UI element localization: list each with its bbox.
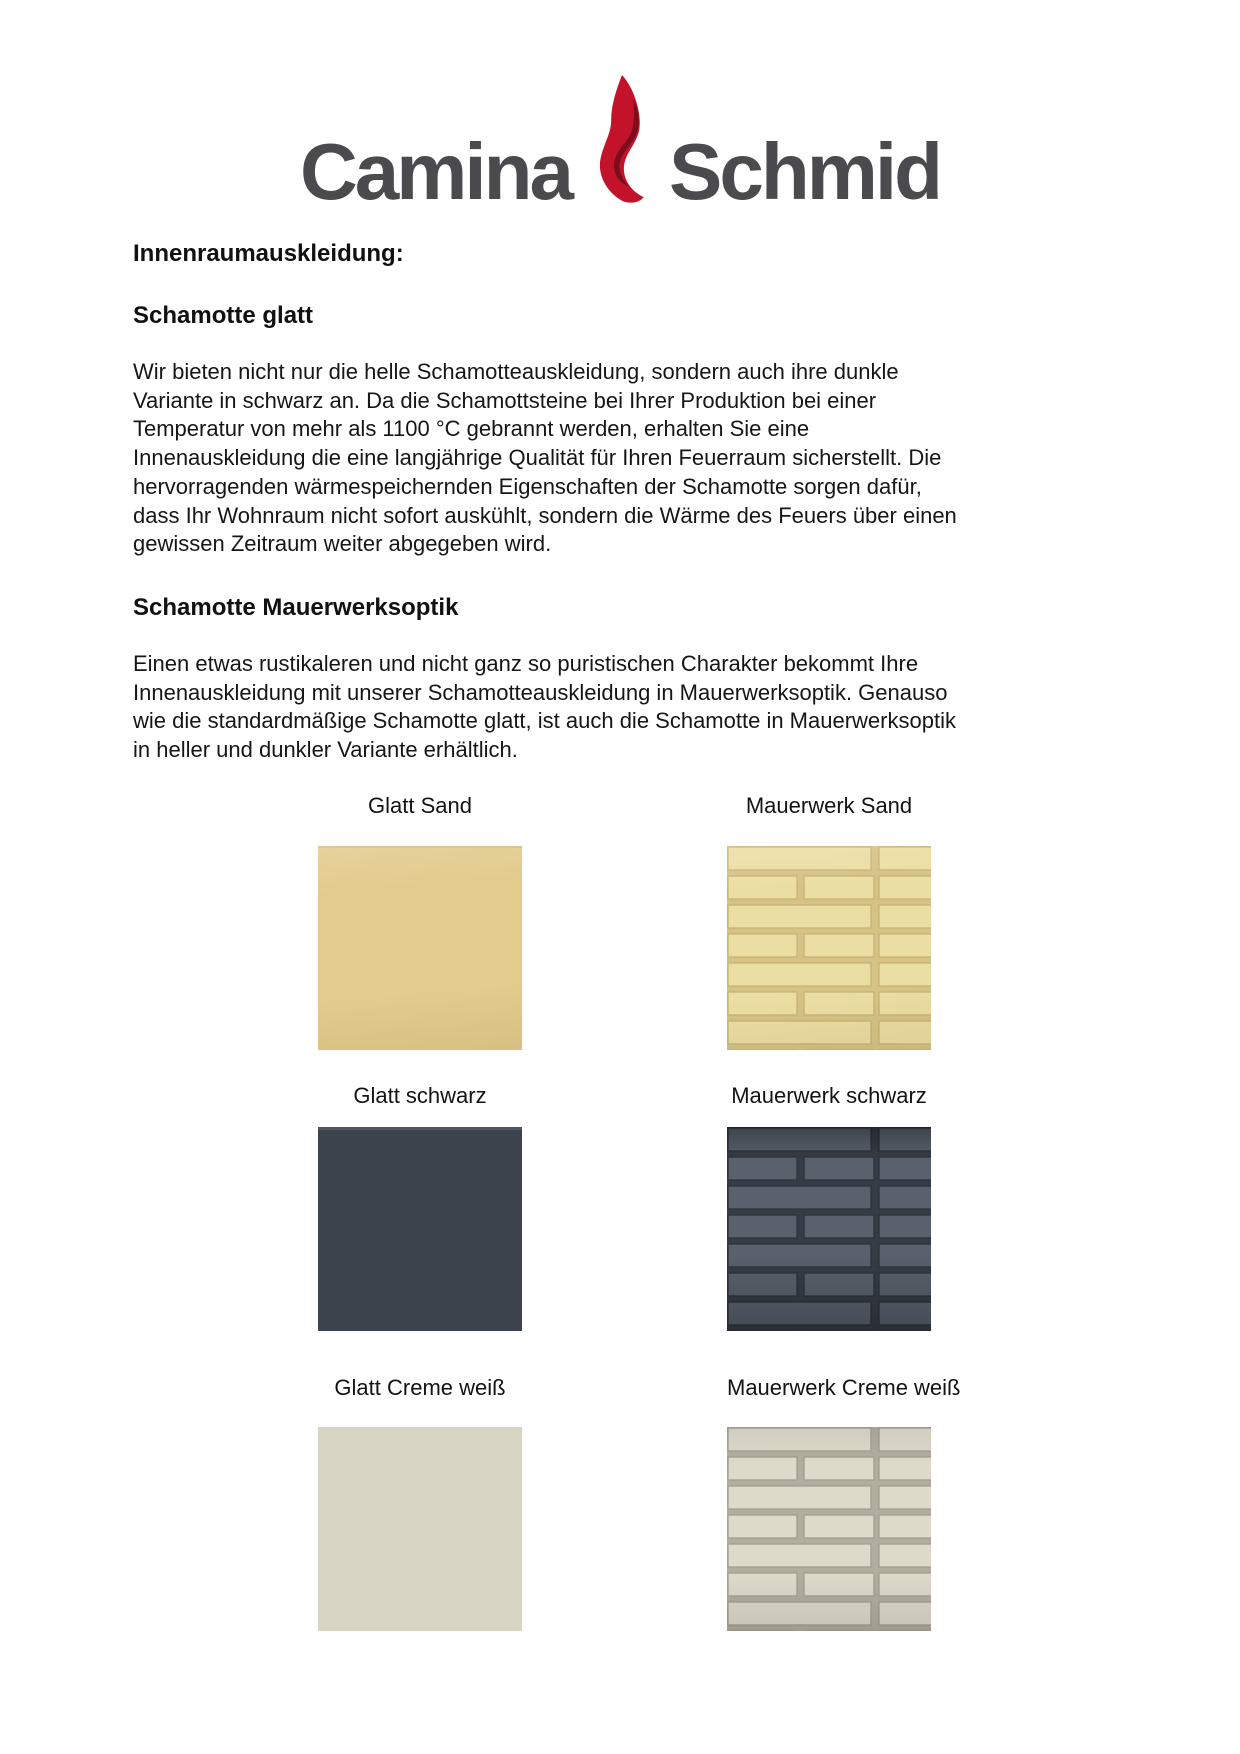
swatch-mauerwerk-creme-weiss [727,1427,931,1631]
label-glatt-schwarz: Glatt schwarz [353,1083,487,1108]
text-line: in heller und dunkler Variante erhältlich. [133,737,518,763]
text-line: hervorragenden wärmespeichernden Eigenschaften der Schamotte sorgen dafür, [133,473,922,499]
brick-texture-sand [727,846,931,1050]
paragraph-schamotte-glatt [133,358,1120,559]
flame-icon [589,73,655,205]
section-heading-mauerwerksoptik: Schamotte Mauerwerksoptik [133,594,459,621]
label-glatt-creme-weiss: Glatt Creme weiß [334,1375,506,1400]
text-line: Wir bieten nicht nur die helle Schamotteauskleidung, sondern auch ihre dunkle [133,359,899,384]
logo-text-schmid: Schmid [669,127,940,217]
text-line: Innenauskleidung mit unserer Schamotteauskleidung in Mauerwerksoptik. Genauso [133,679,948,705]
label-mauerwerk-sand: Mauerwerk Sand [745,793,913,818]
label-glatt-sand: Glatt Sand [368,793,472,818]
swatch-mauerwerk-sand [727,846,931,1050]
label-mauerwerk-schwarz: Mauerwerk schwarz [731,1083,927,1108]
text-line: Innenauskleidung die eine langjährige Qualität für Ihren Feuerraum sicherstellt. Die [133,445,942,471]
text-line: Variante in schwarz an. Da die Schamottsteine bei Ihrer Produktion bei einer [133,387,877,413]
text-line: Einen etwas rustikaleren und nicht ganz so puristischen Charakter bekommt Ihre [133,651,919,676]
company-logo [0,73,1240,217]
paragraph-mauerwerksoptik [133,650,1120,765]
text-line: gewissen Zeitraum weiter abgegeben wird. [133,531,552,557]
flame-main-shape [600,75,644,203]
section-heading-schamotte-glatt: Schamotte glatt [133,302,314,329]
text-line: Temperatur von mehr als 1100 °C gebrannt werden, erhalten Sie eine [133,416,810,442]
swatch-mauerwerk-schwarz [727,1127,931,1331]
label-mauerwerk-creme-weiss: Mauerwerk Creme weiß [727,1375,961,1400]
lighting-overlay [318,846,522,1050]
brick-texture-schwarz [727,1127,931,1331]
swatch-glatt-schwarz [318,1127,522,1331]
logo-text-camina: Camina [300,127,572,217]
swatch-glatt-sand [318,846,522,1050]
brick-texture-creme [727,1427,931,1631]
text-line: wie die standardmäßige Schamotte glatt, ist auch die Schamotte in Mauerwerksoptik [133,708,956,734]
text-line: dass Ihr Wohnraum nicht sofort auskühlt, sondern die Wärme des Feuers über einen [133,502,957,528]
swatch-glatt-creme-weiss [318,1427,522,1631]
page-title: Innenraumauskleidung: [133,240,404,267]
